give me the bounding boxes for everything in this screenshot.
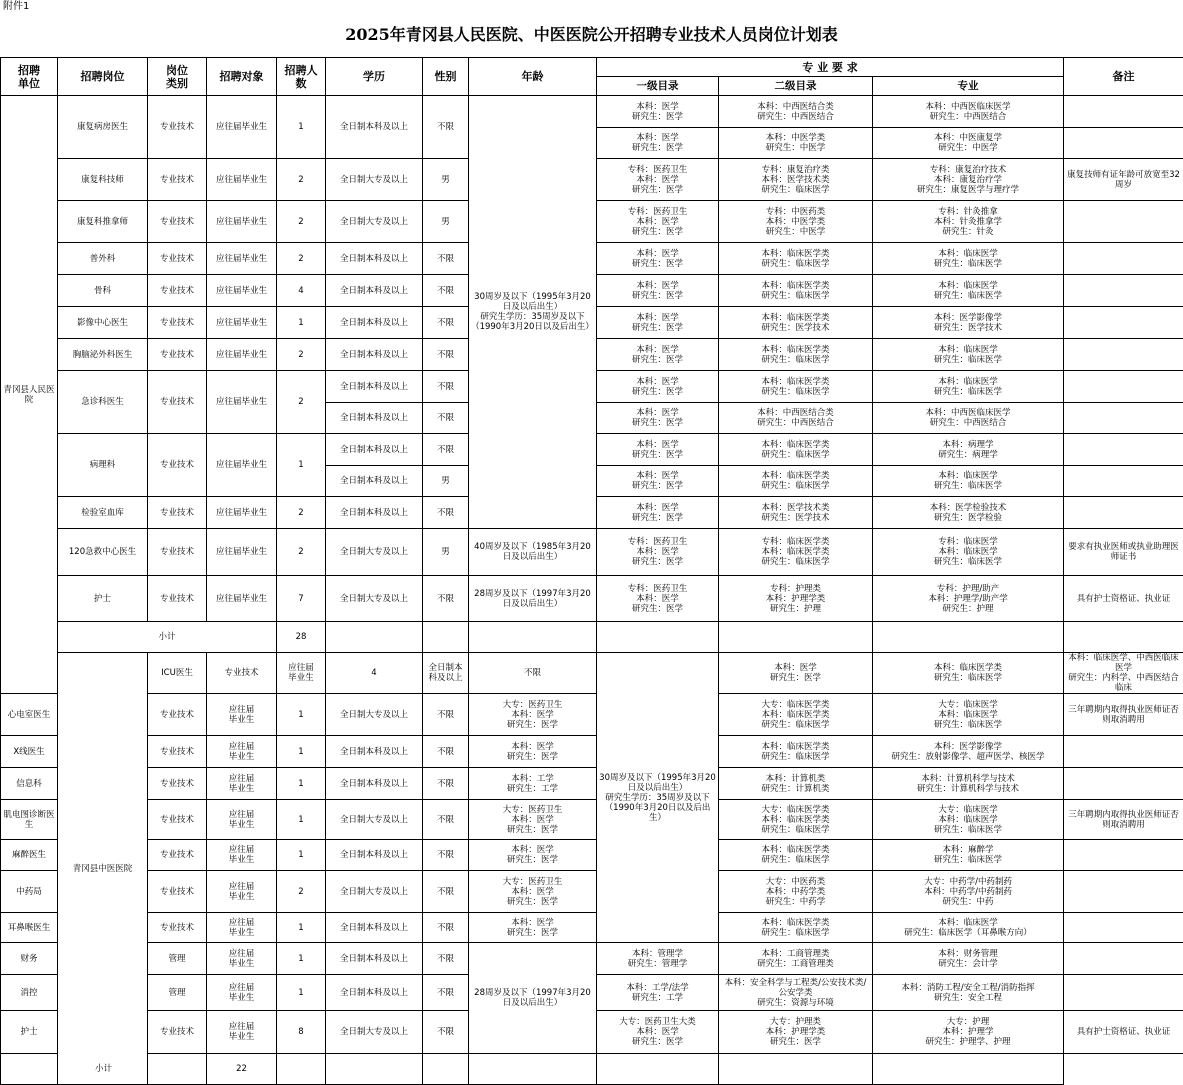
post-cell: 康复科推拿师 [58, 201, 148, 243]
post-cell: 120急救中心医生 [58, 529, 148, 576]
header-target: 招聘对象 [207, 58, 277, 96]
education-cell: 全日制大专及以上 [326, 529, 423, 576]
count-cell: 4 [326, 653, 423, 694]
remark-cell [1064, 497, 1183, 529]
header-education: 学历 [326, 58, 423, 96]
major-cell: 本科：计算机科学与技术 研究生：计算机科学与技术 [873, 768, 1064, 800]
post-cell: 耳鼻喉医生 [1, 913, 58, 943]
header-age: 年龄 [469, 58, 597, 96]
post-cell: 信息科 [1, 768, 58, 800]
major-cell: 本科：医学影像学 研究生：放射影像学、超声医学、核医学 [873, 736, 1064, 768]
category-cell: 专业技术 [148, 96, 207, 159]
category-cell: 专业技术 [148, 840, 207, 871]
post-cell: 普外科 [58, 243, 148, 275]
major-cell: 本科：中西医临床医学 研究生：中西医结合 [873, 96, 1064, 128]
count-cell: 1 [277, 307, 326, 339]
major-cell: 本科：消防工程/安全工程/消防指挥 研究生：安全工程 [873, 975, 1064, 1011]
gender-cell: 不限 [423, 339, 469, 371]
major-cell: 本科：病理学 研究生：病理学 [873, 434, 1064, 466]
category-cell: 专业技术 [148, 243, 207, 275]
page-title: 2025年青冈县人民医院、中医医院公开招聘专业技术人员岗位计划表 [0, 20, 1183, 50]
gender-cell: 不限 [423, 840, 469, 871]
gender-cell: 男 [423, 529, 469, 576]
target-cell: 应往届 毕业生 [207, 800, 277, 840]
subtotal-row [1, 622, 1183, 653]
gender-cell: 不限 [423, 800, 469, 840]
education-cell: 全日制本科及以上 [326, 913, 423, 943]
education-cell: 全日制大专及以上 [326, 159, 423, 201]
remark-cell [1064, 736, 1183, 768]
education-cell: 全日制大专及以上 [326, 576, 423, 622]
education-cell: 全日制本科及以上 [326, 943, 423, 975]
level2-cell: 本科：临床医学类 研究生：临床医学 [719, 275, 873, 307]
table-row [1, 96, 1183, 128]
level1-cell: 大专：医药卫生大类 本科：医学 研究生：医学 [597, 1011, 719, 1054]
target-cell: 应往届 毕业生 [207, 694, 277, 736]
education-cell: 全日制本科及以上 [326, 975, 423, 1011]
category-cell: 专业技术 [148, 1011, 207, 1054]
major-cell: 本科：临床医学 研究生：临床医学（耳鼻喉方向） [873, 913, 1064, 943]
gender-cell: 不限 [423, 243, 469, 275]
post-cell: 财务 [1, 943, 58, 975]
remark-cell [1064, 768, 1183, 800]
table-row [1, 529, 1183, 576]
level1-cell: 本科：医学 研究生：医学 [597, 339, 719, 371]
level1-cell: 大专：医药卫生 本科：医学 研究生：医学 [469, 800, 597, 840]
education-cell: 全日制本科及以上 [326, 307, 423, 339]
target-cell: 应往届毕业生 [207, 339, 277, 371]
gender-cell: 不限 [423, 943, 469, 975]
target-cell: 应往届毕业生 [207, 275, 277, 307]
count-cell: 1 [277, 736, 326, 768]
level2-cell: 本科：计算机类 研究生：计算机类 [719, 768, 873, 800]
target-cell: 应往届 毕业生 [207, 840, 277, 871]
education-cell: 全日制大专及以上 [326, 694, 423, 736]
target-cell: 应往届毕业生 [207, 159, 277, 201]
level2-cell: 本科：中医学类 研究生：中医学 [719, 128, 873, 159]
level1-cell: 本科：医学 研究生：医学 [597, 307, 719, 339]
gender-cell: 不限 [423, 736, 469, 768]
age-cell: 28周岁及以下（1997年3月20日及以后出生） [469, 943, 597, 1054]
count-cell: 1 [277, 975, 326, 1011]
major-cell: 本科：麻醉学 研究生：临床医学 [873, 840, 1064, 871]
table-row [1, 840, 1183, 871]
gender-cell: 不限 [423, 768, 469, 800]
education-cell: 全日制本科及以上 [326, 466, 423, 497]
level2-cell: 本科：中西医结合类 研究生：中西医结合 [719, 96, 873, 128]
level1-cell: 本科：医学 研究生：医学 [597, 128, 719, 159]
category-cell: 专业技术 [148, 529, 207, 576]
post-cell: 肌电图诊断医生 [1, 800, 58, 840]
gender-cell: 不限 [423, 434, 469, 466]
level1-cell: 本科：医学 研究生：医学 [597, 434, 719, 466]
major-cell: 专科：针灸推拿 本科：针灸推拿学 研究生：针灸 [873, 201, 1064, 243]
level1-cell: 本科：医学 研究生：医学 [469, 840, 597, 871]
target-cell: 应往届 毕业生 [277, 653, 326, 694]
education-cell: 全日制本科及以上 [326, 434, 423, 466]
target-cell: 应往届 毕业生 [207, 871, 277, 913]
level2-cell: 本科：临床医学类 研究生：临床医学 [719, 371, 873, 403]
gender-cell: 不限 [423, 871, 469, 913]
target-cell: 应往届毕业生 [207, 434, 277, 497]
education-cell: 全日制大专及以上 [326, 800, 423, 840]
category-cell: 专业技术 [148, 339, 207, 371]
level2-cell: 大专：临床医学类 本科：临床医学类 研究生：临床医学 [719, 800, 873, 840]
level2-cell: 大专：护理类 本科：护理学类 研究生：医学 [719, 1011, 873, 1054]
level2-cell: 本科：临床医学类 研究生：临床医学 [719, 840, 873, 871]
major-cell: 大专：临床医学 本科：临床医学 研究生：临床医学 [873, 800, 1064, 840]
header-level1: 一级目录 [597, 77, 719, 96]
post-cell: 骨科 [58, 275, 148, 307]
attachment-label: 附件1 [3, 1, 29, 13]
level1-cell: 本科：医学 研究生：医学 [719, 653, 873, 694]
level1-cell: 本科：医学 研究生：医学 [597, 403, 719, 434]
category-cell: 专业技术 [148, 768, 207, 800]
category-cell: 专业技术 [148, 800, 207, 840]
education-cell: 全日制本科及以上 [326, 243, 423, 275]
remark-cell: 要求有执业医师或执业助理医师证书 [1064, 529, 1183, 576]
table-row [1, 943, 1183, 975]
level1-cell: 专科：医药卫生 本科：医学 研究生：医学 [597, 529, 719, 576]
table-row [1, 871, 1183, 913]
post-cell: 护士 [1, 1011, 58, 1054]
count-cell: 2 [277, 871, 326, 913]
subtotal-label: 小计 [1, 1054, 207, 1085]
major-cell: 大专：中药学/中药制药 本科：中药学/中药制药 研究生：中药 [873, 871, 1064, 913]
level2-cell: 本科：临床医学类 研究生：医学技术 [719, 307, 873, 339]
remark-cell: 康复技师有证年龄可放宽至32周岁 [1064, 159, 1183, 201]
post-cell: 中药局 [1, 871, 58, 913]
target-cell: 应往届 毕业生 [207, 768, 277, 800]
level2-cell: 本科：临床医学类 研究生：临床医学 [719, 913, 873, 943]
post-cell: 康复科技师 [58, 159, 148, 201]
category-cell: 管理 [148, 943, 207, 975]
category-cell: 专业技术 [148, 201, 207, 243]
gender-cell: 男 [423, 201, 469, 243]
level2-cell: 本科：临床医学类 研究生：临床医学 [719, 466, 873, 497]
count-cell: 1 [277, 768, 326, 800]
header-remark: 备注 [1064, 58, 1183, 96]
major-cell: 专科：护理/助产 本科：护理学/助产学 研究生：护理 [873, 576, 1064, 622]
remark-cell: 具有护士资格证、执业证 [1064, 1011, 1183, 1054]
remark-cell [1064, 871, 1183, 913]
header-level2: 二级目录 [719, 77, 873, 96]
post-cell: 急诊科医生 [58, 371, 148, 434]
gender-cell: 不限 [423, 497, 469, 529]
remark-cell [1064, 975, 1183, 1011]
post-cell: X线医生 [1, 736, 58, 768]
major-cell: 本科：临床医学 研究生：临床医学 [873, 466, 1064, 497]
target-cell: 应往届毕业生 [207, 529, 277, 576]
count-cell: 1 [277, 800, 326, 840]
count-cell: 1 [277, 840, 326, 871]
post-cell: 消控 [1, 975, 58, 1011]
remark-cell [1064, 913, 1183, 943]
count-cell: 2 [277, 201, 326, 243]
remark-cell [1064, 434, 1183, 466]
level2-cell: 本科：临床医学类 研究生：临床医学 [719, 243, 873, 275]
count-cell: 4 [277, 275, 326, 307]
remark-cell: 三年聘期内取得执业医师证否则取消聘用 [1064, 800, 1183, 840]
age-cell: 30周岁及以下（1995年3月20日及以后出生） 研究生学历：35周岁及以下（1990年3月20日以及后出生） [469, 96, 597, 529]
table-row [1, 800, 1183, 840]
header-count: 招聘人 数 [277, 58, 326, 96]
count-cell: 2 [277, 371, 326, 434]
count-cell: 2 [277, 243, 326, 275]
level1-cell: 专科：医药卫生 本科：医学 研究生：医学 [597, 576, 719, 622]
target-cell: 应往届 毕业生 [207, 943, 277, 975]
gender-cell: 不限 [423, 1011, 469, 1054]
level1-cell: 本科：医学 研究生：医学 [469, 913, 597, 943]
level1-cell: 专科：医药卫生 本科：医学 研究生：医学 [597, 159, 719, 201]
level1-cell: 大专：医药卫生 本科：医学 研究生：医学 [469, 871, 597, 913]
remark-cell [1064, 128, 1183, 159]
gender-cell: 不限 [423, 96, 469, 159]
post-cell: 检验室血库 [58, 497, 148, 529]
gender-cell: 不限 [469, 653, 597, 694]
category-cell: 专业技术 [148, 871, 207, 913]
major-cell: 本科：医学影像学 研究生：医学技术 [873, 307, 1064, 339]
post-cell: 病理科 [58, 434, 148, 497]
header-post: 招聘岗位 [58, 58, 148, 96]
education-cell: 全日制本科及以上 [326, 768, 423, 800]
category-cell: 专业技术 [207, 653, 277, 694]
count-cell: 7 [277, 576, 326, 622]
gender-cell: 不限 [423, 913, 469, 943]
count-cell: 2 [277, 159, 326, 201]
gender-cell: 不限 [423, 403, 469, 434]
major-cell: 本科：临床医学 研究生：临床医学 [873, 243, 1064, 275]
count-cell: 8 [277, 1011, 326, 1054]
education-cell: 全日制本科及以上 [326, 840, 423, 871]
post-cell: 护士 [58, 576, 148, 622]
level2-cell: 本科：安全科学与工程类/公安技术类/公安学类 研究生：资源与环境 [719, 975, 873, 1011]
subtotal-count: 22 [207, 1054, 277, 1085]
level1-cell: 本科：管理学 研究生：管理学 [597, 943, 719, 975]
count-cell: 2 [277, 529, 326, 576]
remark-cell [1064, 840, 1183, 871]
post-cell: 心电室医生 [1, 694, 58, 736]
unit-name: 青冈县中医医院 [58, 653, 148, 1085]
category-cell: 专业技术 [148, 736, 207, 768]
remark-cell [1064, 466, 1183, 497]
header-category: 岗位 类别 [148, 58, 207, 96]
header-major-requirements: 专 业 要 求 [597, 58, 1064, 77]
level2-cell: 本科：临床医学类 研究生：临床医学 [873, 653, 1064, 694]
category-cell: 专业技术 [148, 371, 207, 434]
gender-cell: 不限 [423, 576, 469, 622]
category-cell: 专业技术 [148, 307, 207, 339]
remark-cell [1064, 243, 1183, 275]
major-cell: 本科：中西医临床医学 研究生：中西医结合 [873, 403, 1064, 434]
education-cell: 全日制本科及以上 [423, 653, 469, 694]
target-cell: 应往届毕业生 [207, 371, 277, 434]
count-cell: 1 [277, 913, 326, 943]
category-cell: 专业技术 [148, 694, 207, 736]
target-cell: 应往届毕业生 [207, 307, 277, 339]
education-cell: 全日制大专及以上 [326, 871, 423, 913]
table-row [1, 768, 1183, 800]
remark-cell: 三年聘期内取得执业医师证否则取消聘用 [1064, 694, 1183, 736]
level2-cell: 本科：中西医结合类 研究生：中西医结合 [719, 403, 873, 434]
table-row [1, 653, 1183, 694]
major-cell: 本科：临床医学 研究生：临床医学 [873, 275, 1064, 307]
post-cell: 康复病房医生 [58, 96, 148, 159]
subtotal-count: 28 [277, 622, 326, 653]
level1-cell: 本科：医学 研究生：医学 [597, 466, 719, 497]
gender-cell: 不限 [423, 371, 469, 403]
level2-cell: 大专：临床医学类 本科：临床医学类 研究生：临床医学 [719, 694, 873, 736]
level2-cell: 专科：临床医学类 本科：临床医学类 研究生：临床医学 [719, 529, 873, 576]
major-cell: 专科：临床医学 本科：临床医学 研究生：临床医学 [873, 529, 1064, 576]
category-cell: 专业技术 [148, 497, 207, 529]
header-major: 专业 [873, 77, 1064, 96]
gender-cell: 不限 [423, 694, 469, 736]
category-cell: 专业技术 [148, 913, 207, 943]
major-cell: 本科：医学检验技术 研究生：医学检验 [873, 497, 1064, 529]
level1-cell: 本科：医学 研究生：医学 [597, 275, 719, 307]
age-cell: 30周岁及以下（1995年3月20日及以后出生） 研究生学历：35周岁及以下（1990年3月20日以及后出生） [597, 653, 719, 943]
gender-cell: 男 [423, 159, 469, 201]
major-cell: 本科：中医康复学 研究生：中医学 [873, 128, 1064, 159]
post-cell: 麻醉医生 [1, 840, 58, 871]
target-cell: 应往届 毕业生 [207, 913, 277, 943]
age-cell: 28周岁及以下（1997年3月20日及以后出生） [469, 576, 597, 622]
table-row [1, 576, 1183, 622]
education-cell: 全日制大专及以上 [326, 201, 423, 243]
education-cell: 全日制本科及以上 [326, 497, 423, 529]
count-cell: 1 [277, 943, 326, 975]
table-row [1, 736, 1183, 768]
level1-cell: 本科：工学 研究生：工学 [469, 768, 597, 800]
education-cell: 全日制大专及以上 [326, 1011, 423, 1054]
category-cell: 专业技术 [148, 434, 207, 497]
level2-cell: 本科：医学技术类 研究生：医学技术 [719, 497, 873, 529]
category-cell: 专业技术 [148, 159, 207, 201]
category-cell: 管理 [148, 975, 207, 1011]
gender-cell: 不限 [423, 275, 469, 307]
target-cell: 应往届 毕业生 [207, 975, 277, 1011]
education-cell: 全日制本科及以上 [326, 736, 423, 768]
category-cell: 专业技术 [148, 576, 207, 622]
subtotal-label: 小计 [58, 622, 277, 653]
remark-cell: 具有护士资格证、执业证 [1064, 576, 1183, 622]
gender-cell: 不限 [423, 975, 469, 1011]
count-cell: 1 [277, 96, 326, 159]
count-cell: 1 [277, 434, 326, 497]
target-cell: 应往届毕业生 [207, 576, 277, 622]
level2-cell: 本科：工商管理类 研究生：工商管理类 [719, 943, 873, 975]
gender-cell: 不限 [423, 307, 469, 339]
header-unit: 招聘 单位 [1, 58, 58, 96]
education-cell: 全日制本科及以上 [326, 275, 423, 307]
count-cell: 2 [277, 497, 326, 529]
level2-cell: 专科：中医药类 本科：中医学类 研究生：中医学 [719, 201, 873, 243]
count-cell: 2 [277, 339, 326, 371]
level1-cell: 本科：医学 研究生：医学 [597, 371, 719, 403]
gender-cell: 男 [423, 466, 469, 497]
header-gender: 性别 [423, 58, 469, 96]
level2-cell: 本科：临床医学类 研究生：临床医学 [719, 434, 873, 466]
recruitment-plan-table [0, 57, 1183, 1085]
target-cell: 应往届毕业生 [207, 243, 277, 275]
education-cell: 全日制本科及以上 [326, 96, 423, 159]
remark-cell [1064, 339, 1183, 371]
count-cell: 1 [277, 694, 326, 736]
level2-cell: 本科：临床医学类 研究生：临床医学 [719, 339, 873, 371]
remark-cell [1064, 943, 1183, 975]
major-cell: 本科：临床医学 研究生：临床医学 [873, 339, 1064, 371]
level2-cell: 专科：护理类 本科：护理学类 研究生：护理 [719, 576, 873, 622]
remark-cell [1064, 403, 1183, 434]
category-cell: 专业技术 [148, 275, 207, 307]
major-cell: 大专：临床医学 本科：临床医学 研究生：临床医学 [873, 694, 1064, 736]
level2-cell: 大专：中医药类 本科：中药学类 研究生：中药学 [719, 871, 873, 913]
major-cell: 本科：临床医学 研究生：临床医学 [873, 371, 1064, 403]
post-cell: 影像中心医生 [58, 307, 148, 339]
post-cell: 胸脑泌外科医生 [58, 339, 148, 371]
table-row [1, 913, 1183, 943]
level1-cell: 本科：工学/法学 研究生：工学 [597, 975, 719, 1011]
level1-cell: 专科：医药卫生 本科：医学 研究生：医学 [597, 201, 719, 243]
level1-cell: 本科：医学 研究生：医学 [469, 736, 597, 768]
major-cell: 本科：财务管理 研究生：会计学 [873, 943, 1064, 975]
level1-cell: 本科：医学 研究生：医学 [597, 96, 719, 128]
remark-cell [1064, 307, 1183, 339]
remark-cell [1064, 371, 1183, 403]
target-cell: 应往届毕业生 [207, 201, 277, 243]
major-cell: 大专：护理 本科：护理学 研究生：护理学、护理 [873, 1011, 1064, 1054]
remark-cell [1064, 201, 1183, 243]
level2-cell: 本科：临床医学类 研究生：临床医学 [719, 736, 873, 768]
level2-cell: 专科：康复治疗类 本科：医学技术类 研究生：临床医学 [719, 159, 873, 201]
post-cell: ICU医生 [148, 653, 207, 694]
table-row [1, 694, 1183, 736]
target-cell: 应往届 毕业生 [207, 736, 277, 768]
remark-cell [1064, 96, 1183, 128]
level1-cell: 本科：医学 研究生：医学 [597, 243, 719, 275]
major-cell: 本科：临床医学、中西医临床医学 研究生：内科学、中西医结合临床 [1064, 653, 1183, 694]
unit-name: 青冈县人民医院 [1, 96, 58, 694]
target-cell: 应往届 毕业生 [207, 1011, 277, 1054]
education-cell: 全日制本科及以上 [326, 371, 423, 403]
level1-cell: 大专：医药卫生 本科：医学 研究生：医学 [469, 694, 597, 736]
level1-cell: 本科：医学 研究生：医学 [597, 497, 719, 529]
education-cell: 全日制本科及以上 [326, 403, 423, 434]
major-cell: 专科：康复治疗技术 本科：康复治疗学 研究生：康复医学与理疗学 [873, 159, 1064, 201]
age-cell: 40周岁及以下（1985年3月20日及以后出生） [469, 529, 597, 576]
target-cell: 应往届毕业生 [207, 96, 277, 159]
education-cell: 全日制本科及以上 [326, 339, 423, 371]
target-cell: 应往届毕业生 [207, 497, 277, 529]
remark-cell [1064, 275, 1183, 307]
